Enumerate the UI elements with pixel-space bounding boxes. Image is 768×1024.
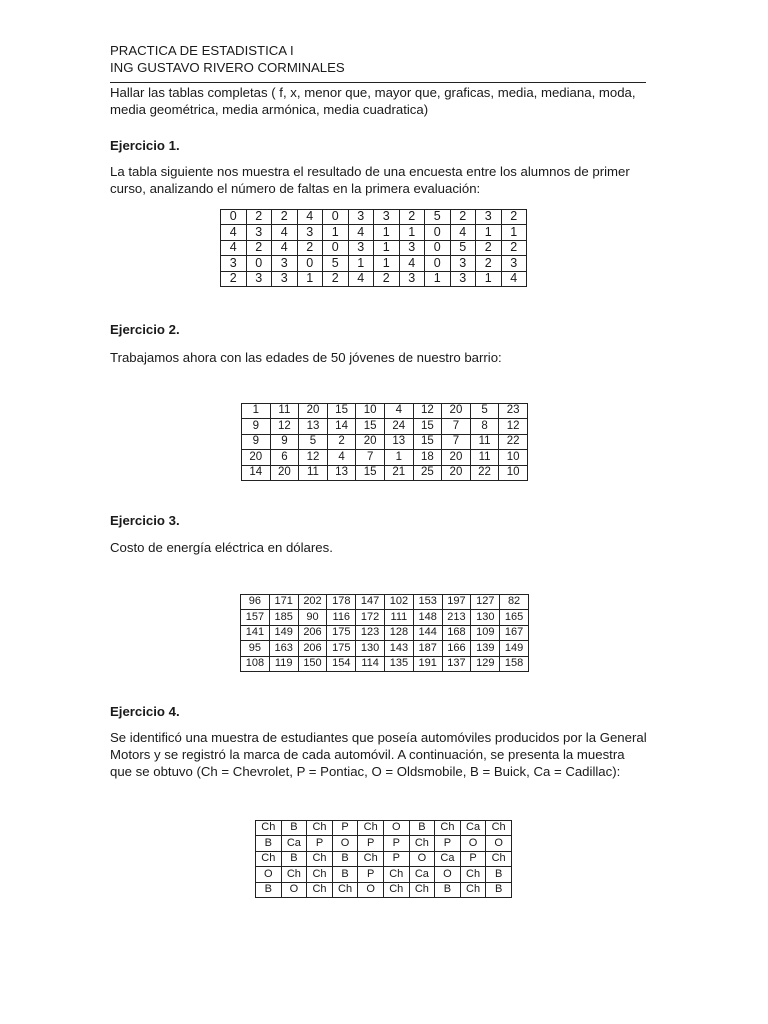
table-cell: P	[358, 836, 384, 851]
table-row	[241, 641, 529, 656]
table-cell: B	[435, 882, 461, 897]
table-cell: 149	[500, 641, 529, 656]
table-cell: 2	[501, 240, 527, 255]
table-cell: 2	[246, 210, 272, 225]
table-cell: 114	[356, 656, 385, 671]
table-cell: 4	[327, 450, 356, 465]
course-title: PRACTICA DE ESTADISTICA I	[110, 43, 294, 58]
table-cell: 167	[500, 625, 529, 640]
table-cell: 12	[413, 404, 442, 419]
table-cell: 150	[298, 656, 327, 671]
table-cell: B	[486, 882, 512, 897]
table-cell: O	[383, 821, 409, 836]
table-cell: 12	[499, 419, 528, 434]
table-cell: 96	[241, 595, 270, 610]
table-cell: 5	[450, 240, 476, 255]
table-cell: 141	[241, 625, 270, 640]
table-cell: Ch	[307, 882, 333, 897]
exercise-1-table	[220, 209, 527, 287]
table-cell: Ch	[409, 882, 435, 897]
table-cell: 128	[384, 625, 413, 640]
table-cell: 206	[298, 641, 327, 656]
table-cell: 178	[327, 595, 356, 610]
table-cell: Ch	[256, 851, 282, 866]
table-cell: 163	[269, 641, 298, 656]
table-cell: 15	[327, 404, 356, 419]
exercise-3-table	[240, 594, 529, 672]
table-cell: B	[256, 882, 282, 897]
table-cell: Ca	[435, 851, 461, 866]
table-cell: 4	[221, 240, 247, 255]
table-cell: 4	[384, 404, 413, 419]
exercise-4-title: Ejercicio 4.	[110, 704, 180, 719]
table-cell: 4	[450, 225, 476, 240]
table-cell: 22	[499, 434, 528, 449]
table-row	[241, 625, 529, 640]
table-cell: 172	[356, 610, 385, 625]
table-cell: 123	[356, 625, 385, 640]
table-cell: 4	[272, 240, 298, 255]
table-cell: Ch	[409, 836, 435, 851]
table-cell: O	[281, 882, 307, 897]
table-cell: 14	[327, 419, 356, 434]
table-cell: 12	[270, 419, 299, 434]
table-cell: 5	[470, 404, 499, 419]
table-cell: P	[332, 821, 358, 836]
table-cell: 2	[221, 271, 247, 286]
table-cell: Ch	[383, 882, 409, 897]
table-cell: 7	[442, 419, 471, 434]
table-cell: 1	[425, 271, 451, 286]
table-cell: 15	[356, 419, 385, 434]
table-cell: 1	[242, 404, 271, 419]
table-cell: B	[486, 867, 512, 882]
table-cell: Ch	[358, 821, 384, 836]
table-cell: 15	[356, 465, 385, 480]
table-row	[256, 821, 512, 836]
table-cell: 108	[241, 656, 270, 671]
table-cell: 95	[241, 641, 270, 656]
table-cell: 1	[384, 450, 413, 465]
table-cell: 129	[471, 656, 500, 671]
table-row	[256, 882, 512, 897]
table-cell: 10	[499, 465, 528, 480]
table-cell: Ca	[409, 867, 435, 882]
table-cell: P	[383, 851, 409, 866]
header-divider	[110, 82, 646, 83]
table-cell: 0	[425, 225, 451, 240]
table-cell: O	[435, 867, 461, 882]
table-row	[242, 404, 528, 419]
table-cell: 20	[270, 465, 299, 480]
table-cell: 20	[242, 450, 271, 465]
table-row	[241, 595, 529, 610]
document-page	[110, 42, 650, 895]
table-cell: 3	[450, 271, 476, 286]
table-cell: 7	[442, 434, 471, 449]
table-cell: Ch	[281, 867, 307, 882]
table-cell: 158	[500, 656, 529, 671]
exercise-1-text: La tabla siguiente nos muestra el resultado de una encuesta entre los alumnos de primer curso, analizando el número de faltas en la primera evaluación:	[110, 164, 630, 196]
table-cell: 206	[298, 625, 327, 640]
table-cell: 1	[348, 256, 374, 271]
table-cell: 23	[499, 404, 528, 419]
table-cell: 2	[327, 434, 356, 449]
table-cell: Ch	[460, 882, 486, 897]
table-cell: 148	[413, 610, 442, 625]
table-cell: 20	[442, 465, 471, 480]
table-cell: 2	[476, 256, 502, 271]
table-cell: P	[358, 867, 384, 882]
table-row	[221, 240, 527, 255]
table-cell: 0	[221, 210, 247, 225]
table-cell: 144	[413, 625, 442, 640]
table-cell: O	[332, 836, 358, 851]
table-cell: 3	[272, 256, 298, 271]
table-cell: 1	[374, 240, 400, 255]
exercise-3-title: Ejercicio 3.	[110, 513, 180, 528]
table-cell: 3	[297, 225, 323, 240]
table-cell: 0	[425, 240, 451, 255]
table-cell: 2	[476, 240, 502, 255]
table-cell: 197	[442, 595, 471, 610]
exercise-2-text: Trabajamos ahora con las edades de 50 jóvenes de nuestro barrio:	[110, 350, 502, 365]
table-cell: 90	[298, 610, 327, 625]
table-cell: Ch	[383, 867, 409, 882]
table-cell: 213	[442, 610, 471, 625]
table-row	[221, 225, 527, 240]
exercise-2-table	[241, 403, 528, 481]
table-cell: 4	[348, 225, 374, 240]
table-cell: 5	[323, 256, 349, 271]
table-row	[242, 434, 528, 449]
exercise-4-table	[255, 820, 512, 898]
table-cell: Ch	[307, 851, 333, 866]
table-cell: 4	[272, 225, 298, 240]
table-cell: 0	[297, 256, 323, 271]
table-cell: 119	[269, 656, 298, 671]
table-cell: 153	[413, 595, 442, 610]
table-cell: 1	[297, 271, 323, 286]
table-cell: 149	[269, 625, 298, 640]
table-cell: 10	[499, 450, 528, 465]
instructions-text: Hallar las tablas completas ( f, x, menor que, mayor que, graficas, media, mediana, moda, media geométrica, media armónica, media cuadratica)	[110, 85, 636, 117]
table-cell: 1	[501, 225, 527, 240]
table-cell: B	[332, 867, 358, 882]
table-cell: O	[486, 836, 512, 851]
table-cell: P	[307, 836, 333, 851]
table-cell: 1	[374, 225, 400, 240]
table-cell: 20	[442, 450, 471, 465]
table-row	[242, 465, 528, 480]
table-cell: 6	[270, 450, 299, 465]
table-row	[221, 210, 527, 225]
table-cell: 11	[470, 434, 499, 449]
table-cell: 135	[384, 656, 413, 671]
table-cell: 1	[476, 225, 502, 240]
table-row	[221, 271, 527, 286]
table-row	[241, 610, 529, 625]
table-cell: 116	[327, 610, 356, 625]
table-cell: 109	[471, 625, 500, 640]
table-cell: 3	[246, 271, 272, 286]
exercise-2-title: Ejercicio 2.	[110, 322, 180, 337]
table-cell: 3	[399, 240, 425, 255]
table-row	[242, 419, 528, 434]
exercise-4-text: Se identificó una muestra de estudiantes que poseía automóviles producidos por la General Motors y se registró la marca de cada automóvil. A continuación, se presenta la muestra que se obtuvo (Ch = Chevrolet, P = Pontiac, O = Oldsmobile, B = Buick, Ca = Cadillac):	[110, 730, 647, 779]
table-cell: 3	[501, 256, 527, 271]
table-cell: 22	[470, 465, 499, 480]
table-cell: 139	[471, 641, 500, 656]
table-cell: 175	[327, 641, 356, 656]
table-cell: 137	[442, 656, 471, 671]
table-cell: 4	[399, 256, 425, 271]
table-cell: O	[409, 851, 435, 866]
table-cell: 4	[297, 210, 323, 225]
table-cell: 0	[246, 256, 272, 271]
table-cell: Ch	[460, 867, 486, 882]
table-cell: Ch	[256, 821, 282, 836]
table-cell: 3	[476, 210, 502, 225]
table-cell: Ch	[486, 821, 512, 836]
table-row	[241, 656, 529, 671]
table-cell: B	[281, 851, 307, 866]
table-cell: 12	[299, 450, 328, 465]
table-cell: 11	[299, 465, 328, 480]
table-cell: 187	[413, 641, 442, 656]
table-cell: Ch	[486, 851, 512, 866]
table-cell: 2	[399, 210, 425, 225]
table-cell: Ch	[307, 867, 333, 882]
table-cell: 0	[425, 256, 451, 271]
table-cell: P	[383, 836, 409, 851]
table-cell: 0	[323, 240, 349, 255]
table-cell: 7	[356, 450, 385, 465]
table-cell: 3	[246, 225, 272, 240]
table-cell: 4	[221, 225, 247, 240]
table-cell: 102	[384, 595, 413, 610]
table-cell: 9	[270, 434, 299, 449]
table-cell: 168	[442, 625, 471, 640]
table-cell: 202	[298, 595, 327, 610]
table-cell: 4	[348, 271, 374, 286]
table-cell: 3	[374, 210, 400, 225]
table-cell: 3	[348, 210, 374, 225]
table-cell: 11	[470, 450, 499, 465]
table-cell: 4	[501, 271, 527, 286]
table-cell: 157	[241, 610, 270, 625]
table-cell: Ca	[460, 821, 486, 836]
table-cell: B	[256, 836, 282, 851]
table-cell: Ch	[358, 851, 384, 866]
table-row	[256, 851, 512, 866]
table-row	[256, 867, 512, 882]
table-cell: 9	[242, 434, 271, 449]
table-cell: 191	[413, 656, 442, 671]
table-cell: 143	[384, 641, 413, 656]
table-cell: O	[358, 882, 384, 897]
table-cell: 2	[501, 210, 527, 225]
table-cell: 1	[399, 225, 425, 240]
table-cell: B	[409, 821, 435, 836]
table-cell: B	[332, 851, 358, 866]
table-cell: 13	[299, 419, 328, 434]
table-cell: Ca	[281, 836, 307, 851]
table-cell: 130	[356, 641, 385, 656]
table-cell: 21	[384, 465, 413, 480]
table-cell: 2	[450, 210, 476, 225]
table-cell: 1	[374, 256, 400, 271]
table-cell: 0	[323, 210, 349, 225]
table-row	[256, 836, 512, 851]
table-cell: B	[281, 821, 307, 836]
table-row	[242, 450, 528, 465]
table-cell: 8	[470, 419, 499, 434]
table-cell: 166	[442, 641, 471, 656]
table-cell: 130	[471, 610, 500, 625]
table-cell: 3	[399, 271, 425, 286]
table-cell: 127	[471, 595, 500, 610]
table-cell: 15	[413, 419, 442, 434]
table-row	[221, 256, 527, 271]
table-cell: Ch	[332, 882, 358, 897]
table-cell: 15	[413, 434, 442, 449]
table-cell: 13	[384, 434, 413, 449]
table-cell: 13	[327, 465, 356, 480]
table-cell: 154	[327, 656, 356, 671]
table-cell: 1	[323, 225, 349, 240]
table-cell: 2	[374, 271, 400, 286]
table-cell: 20	[442, 404, 471, 419]
table-cell: 147	[356, 595, 385, 610]
table-cell: Ch	[435, 821, 461, 836]
table-cell: 25	[413, 465, 442, 480]
table-cell: 111	[384, 610, 413, 625]
table-cell: O	[256, 867, 282, 882]
table-cell: 3	[221, 256, 247, 271]
table-cell: 9	[242, 419, 271, 434]
table-cell: 2	[272, 210, 298, 225]
table-cell: 18	[413, 450, 442, 465]
table-cell: 165	[500, 610, 529, 625]
table-cell: 2	[246, 240, 272, 255]
table-cell: 2	[297, 240, 323, 255]
table-cell: O	[460, 836, 486, 851]
table-cell: 5	[425, 210, 451, 225]
table-cell: 5	[299, 434, 328, 449]
table-cell: 82	[500, 595, 529, 610]
table-cell: 171	[269, 595, 298, 610]
table-cell: 20	[356, 434, 385, 449]
exercise-3-text: Costo de energía eléctrica en dólares.	[110, 540, 333, 555]
table-cell: 3	[348, 240, 374, 255]
table-cell: 20	[299, 404, 328, 419]
table-cell: P	[435, 836, 461, 851]
table-cell: 2	[323, 271, 349, 286]
table-cell: 24	[384, 419, 413, 434]
instructor-name: ING GUSTAVO RIVERO CORMINALES	[110, 60, 345, 75]
table-cell: 10	[356, 404, 385, 419]
table-cell: Ch	[307, 821, 333, 836]
table-cell: 3	[450, 256, 476, 271]
table-cell: 3	[272, 271, 298, 286]
exercise-1-title: Ejercicio 1.	[110, 138, 180, 153]
table-cell: 1	[476, 271, 502, 286]
table-cell: 14	[242, 465, 271, 480]
table-cell: 11	[270, 404, 299, 419]
table-cell: 185	[269, 610, 298, 625]
table-cell: P	[460, 851, 486, 866]
table-cell: 175	[327, 625, 356, 640]
